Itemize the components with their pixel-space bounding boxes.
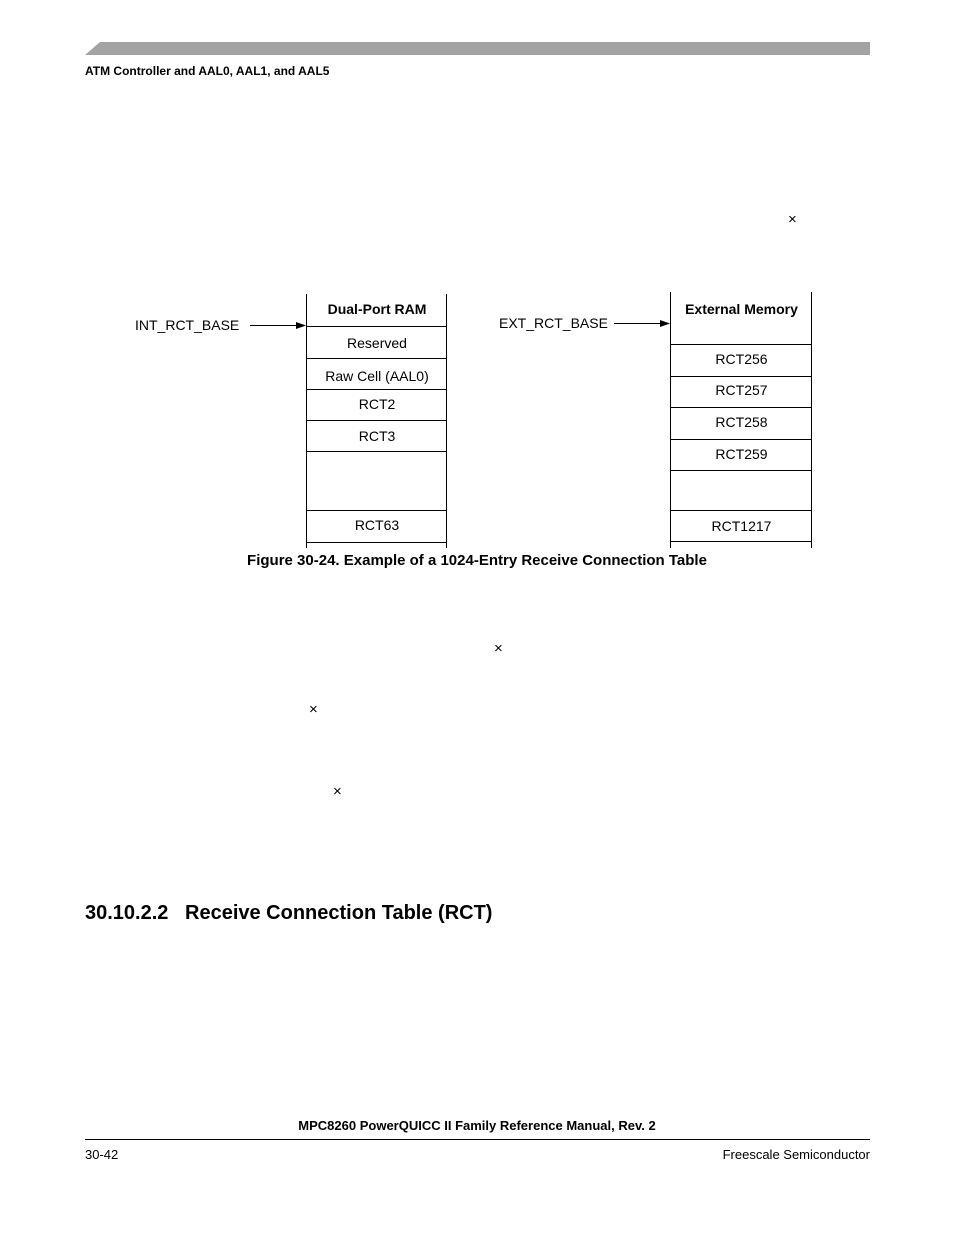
stray-mark: × xyxy=(788,211,797,228)
left-table-entry: RCT2 xyxy=(358,396,396,412)
stray-mark: × xyxy=(309,701,318,718)
stray-mark: × xyxy=(494,640,503,657)
right-table-entry: RCT259 xyxy=(715,446,768,462)
section-number: 30.10.2.2 xyxy=(85,902,169,924)
ext-rct-base-label: EXT_RCT_BASE xyxy=(499,315,608,331)
left-table-entry: Raw Cell (AAL0) xyxy=(325,368,429,384)
rct-diagram xyxy=(0,0,954,600)
right-table-entry: RCT256 xyxy=(715,351,768,367)
footer-manual-title: MPC8260 PowerQUICC II Family Reference Manual, Rev. 2 xyxy=(298,1118,656,1133)
figure-caption: Figure 30-24. Example of a 1024-Entry Receive Connection Table xyxy=(247,552,707,569)
external-memory-title: External Memory xyxy=(685,301,798,317)
left-table-entry: RCT3 xyxy=(358,428,396,444)
section-title: Receive Connection Table (RCT) xyxy=(185,902,493,924)
page-number: 30-42 xyxy=(85,1147,119,1162)
right-table-entry: RCT1217 xyxy=(711,518,772,534)
footer-divider xyxy=(85,1139,870,1140)
left-table-lines xyxy=(306,294,447,548)
right-table-entry: RCT257 xyxy=(715,382,768,398)
dual-port-ram-title: Dual-Port RAM xyxy=(327,301,427,317)
stray-mark: × xyxy=(333,783,342,800)
running-title: ATM Controller and AAL0, AAL1, and AAL5 xyxy=(85,64,330,78)
ext-rct-base-arrow xyxy=(614,320,670,327)
int-rct-base-label: INT_RCT_BASE xyxy=(135,317,240,333)
footer-company: Freescale Semiconductor xyxy=(722,1147,870,1162)
section-heading xyxy=(85,902,492,925)
left-table-entry: Reserved xyxy=(347,335,407,351)
left-table-entry: RCT63 xyxy=(354,517,400,533)
right-table-entry: RCT258 xyxy=(715,414,768,430)
int-rct-base-arrow xyxy=(250,322,306,329)
